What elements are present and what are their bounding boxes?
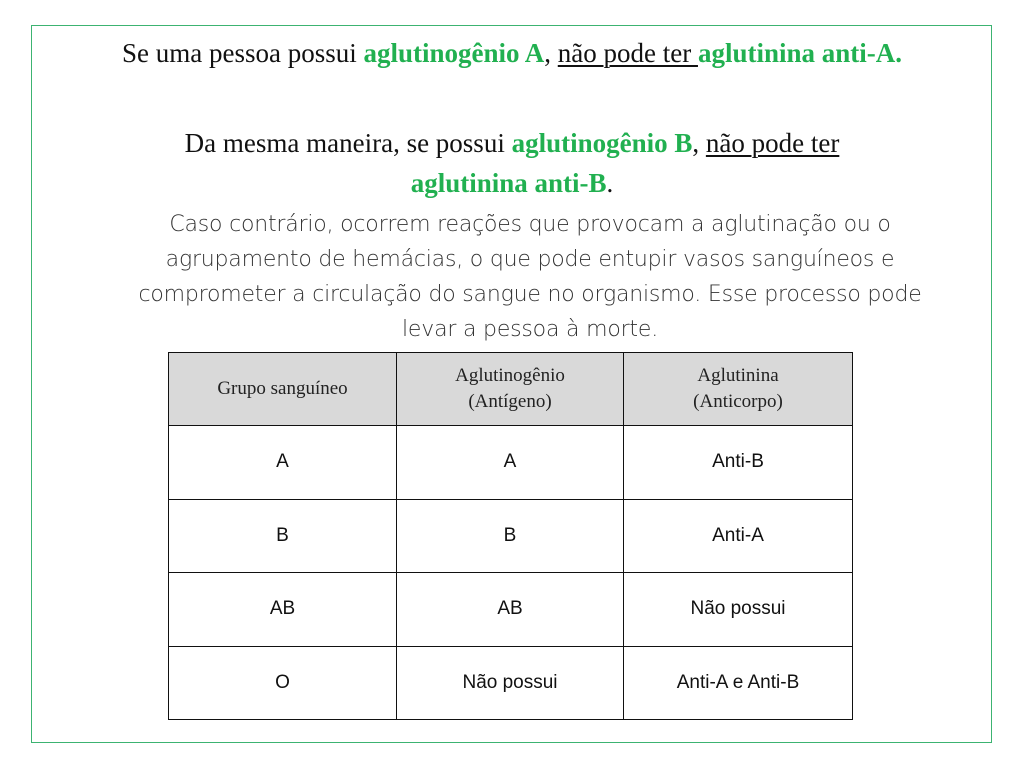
p1-highlight-agglutinogen-a: aglutinogênio A — [363, 38, 545, 68]
table-cell-agglutinin: Anti-A — [624, 499, 853, 573]
paragraph-consequence — [92, 207, 968, 347]
consequence-line: comprometer a circulação do sangue no organismo. Esse processo pode — [138, 282, 922, 307]
table-cell-group: A — [169, 426, 397, 500]
header-agglutinogen-label: Aglutinogênio — [455, 365, 565, 386]
consequence-line: agrupamento de hemácias, o que pode entupir vasos sanguíneos e — [165, 247, 895, 272]
p2-highlight-agglutinin-anti-b: aglutinina anti-B — [410, 168, 607, 198]
header-agglutinin — [624, 353, 853, 426]
p2-highlight-agglutinogen-b: aglutinogênio B — [511, 128, 693, 158]
table-row — [169, 573, 853, 647]
table-cell-agglutinogen: A — [397, 426, 624, 500]
p2-text-2: , — [692, 128, 706, 158]
p1-text-2: , — [544, 38, 558, 68]
header-agglutinogen — [397, 353, 624, 426]
p2-underlined-cannot-have: não pode ter — [705, 128, 840, 158]
table-header-row — [169, 353, 853, 426]
blood-group-table — [168, 352, 853, 720]
p1-highlight-agglutinin-anti-a: aglutinina anti-A. — [697, 38, 903, 68]
table-cell-group: B — [169, 499, 397, 573]
table-cell-agglutinin: Anti-B — [624, 426, 853, 500]
table-cell-agglutinogen: AB — [397, 573, 624, 647]
header-agglutinin-label: Aglutinina — [697, 365, 779, 386]
header-agglutinin-sublabel: (Anticorpo) — [693, 391, 783, 412]
header-blood-group-label: Grupo sanguíneo — [217, 378, 348, 399]
p1-underlined-cannot-have: não pode ter — [557, 38, 698, 68]
table-row — [169, 426, 853, 500]
table-cell-agglutinin: Anti-A e Anti-B — [624, 646, 853, 720]
paragraph-antigen-b — [40, 123, 984, 203]
table-cell-agglutinogen: Não possui — [397, 646, 624, 720]
table-cell-group: AB — [169, 573, 397, 647]
table-cell-group: O — [169, 646, 397, 720]
header-agglutinogen-sublabel: (Antígeno) — [468, 391, 552, 412]
consequence-line: levar a pessoa à morte. — [402, 317, 658, 342]
table-cell-agglutinogen: B — [397, 499, 624, 573]
p1-text-1: Se uma pessoa possui — [121, 38, 364, 68]
consequence-line: Caso contrário, ocorrem reações que provocam a aglutinação ou o — [169, 212, 891, 237]
header-blood-group — [169, 353, 397, 426]
table-cell-agglutinin: Não possui — [624, 573, 853, 647]
table-row — [169, 499, 853, 573]
paragraph-antigen-a — [40, 33, 984, 73]
p2-text-1: Da mesma maneira, se possui — [184, 128, 512, 158]
p2-text-3: . — [606, 168, 614, 198]
table-row — [169, 646, 853, 720]
